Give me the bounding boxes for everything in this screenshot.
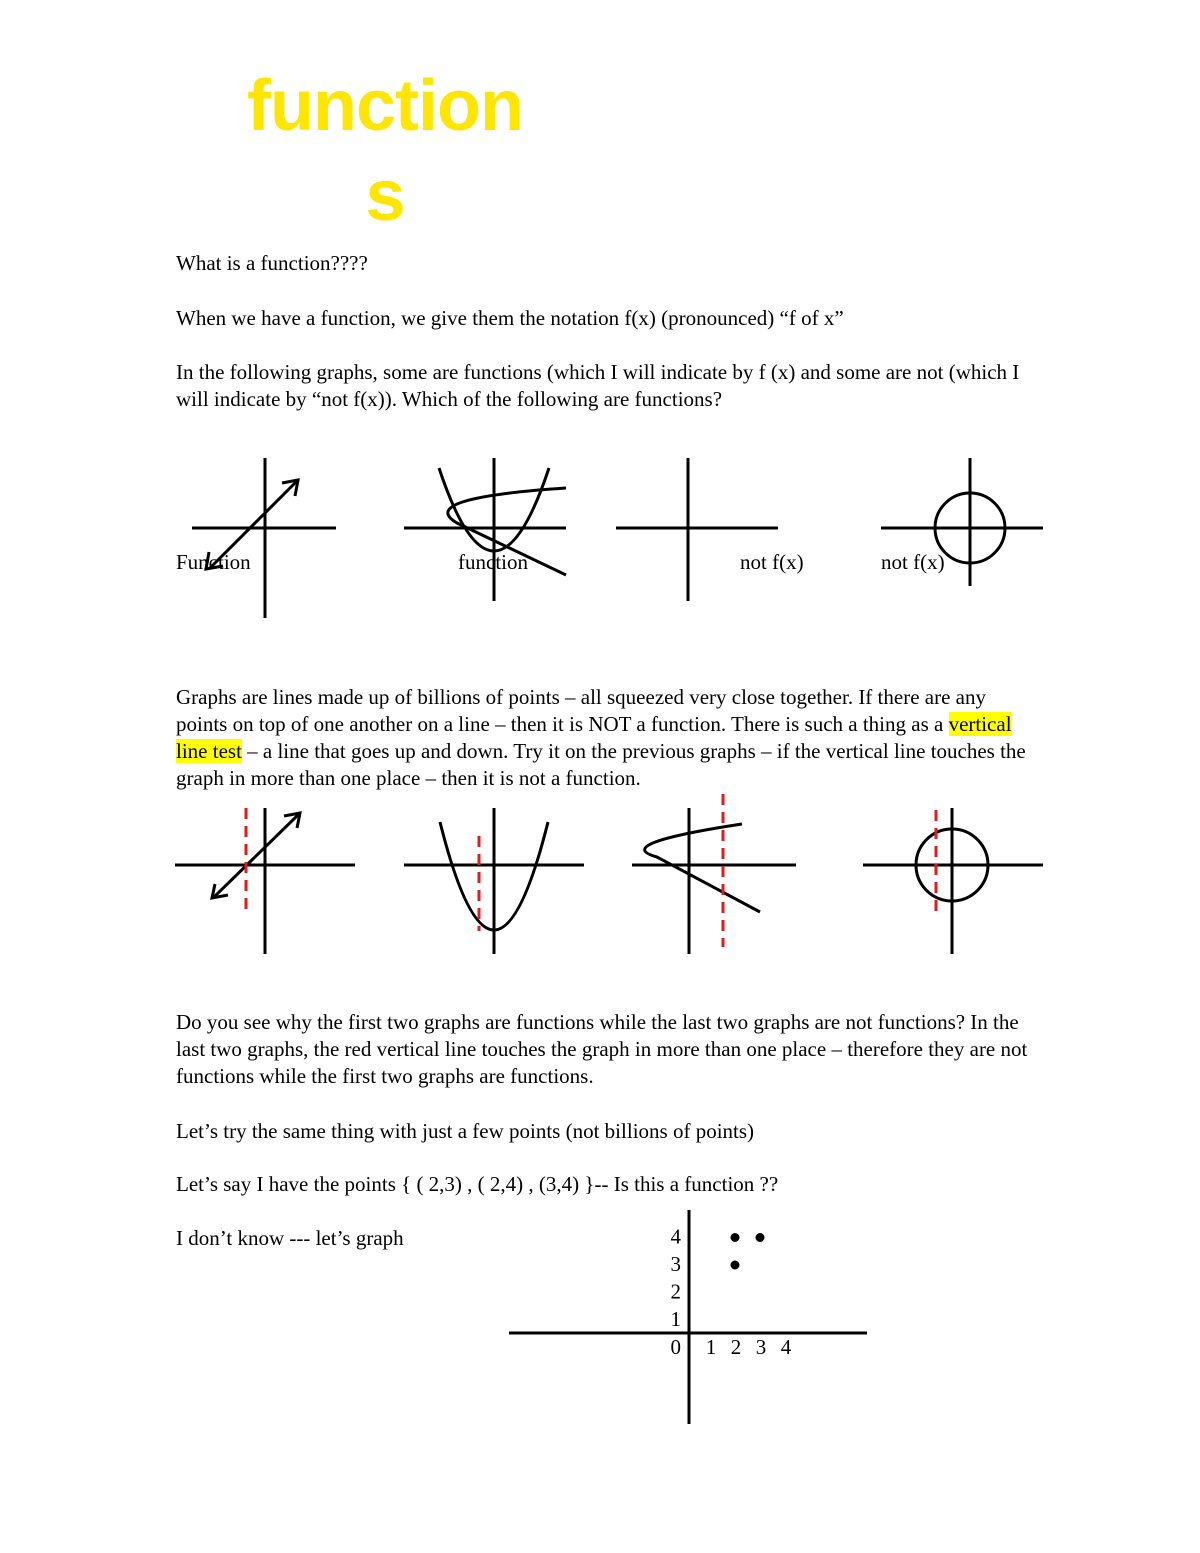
vlt-text-before: Graphs are lines made up of billions of points – all squeezed very close together. If there are any points on top of one another on a line – then it is NOT a function. There is such a thing as a [176,685,986,736]
data-point [756,1233,765,1242]
test-graph-sideways-parabola [630,792,800,957]
test-graph-line [173,806,358,956]
y-tick-label: 1 [670,1307,681,1331]
x-tick-label: 4 [780,1335,792,1359]
test-graph-circle [861,806,1046,956]
question-heading: What is a function???? [176,251,368,275]
vertical-line-test-paragraph [176,684,1036,792]
points-paragraph: Let’s say I have the points { ( 2,3) , ( 2,4) , (3,4) }-- Is this a function ?? [176,1172,779,1196]
graph-label-4: not f(x) [881,550,945,574]
origin-label: 0 [670,1335,681,1359]
y-tick-label: 4 [670,1224,681,1249]
vertical-line-test-highlight: vertical line test [176,712,1012,763]
graph-label-1: Function [176,550,251,574]
x-tick-label: 1 [705,1335,717,1359]
notation-paragraph: When we have a function, we give them the notation f(x) (pronounced) “f of x” [176,306,844,330]
y-tick-label: 3 [670,1252,681,1276]
data-point [731,1233,740,1242]
graph-axes-only [614,456,784,606]
title-line-1: function [247,66,523,146]
test-graph-parabola [402,806,587,956]
try-paragraph: Let’s try the same thing with just a few points (not billions of points) [176,1119,755,1143]
y-tick-label: 2 [670,1279,681,1304]
dont-know-paragraph: I don’t know --- let’s graph [176,1226,404,1250]
x-tick-label: 2 [730,1335,742,1359]
data-point [731,1261,740,1270]
title-line-2: s [365,156,405,236]
graph-line-function [190,456,350,626]
following-graphs-paragraph: In the following graphs, some are functions (which I will indicate by f (x) and some are not (which I will indicate by “not f(x)). Which of the following are functions? [176,360,1020,411]
points-scatter-chart [505,1200,875,1430]
graph-parabola-and-sideways-parabola [402,456,572,606]
vlt-text-after: – a line that goes up and down. Try it on the previous graphs – if the vertical line touches the graph in more than one place – then it is not a function. [176,739,1026,790]
graph-label-2: function [458,550,528,574]
explanation-paragraph: Do you see why the first two graphs are functions while the last two graphs are not functions? In the last two graphs, the red vertical line touches the graph in more than one place – therefore they are not functions while the first two graphs are functions. [176,1010,1028,1088]
graph-label-3: not f(x) [740,550,804,574]
x-tick-label: 3 [755,1335,767,1359]
